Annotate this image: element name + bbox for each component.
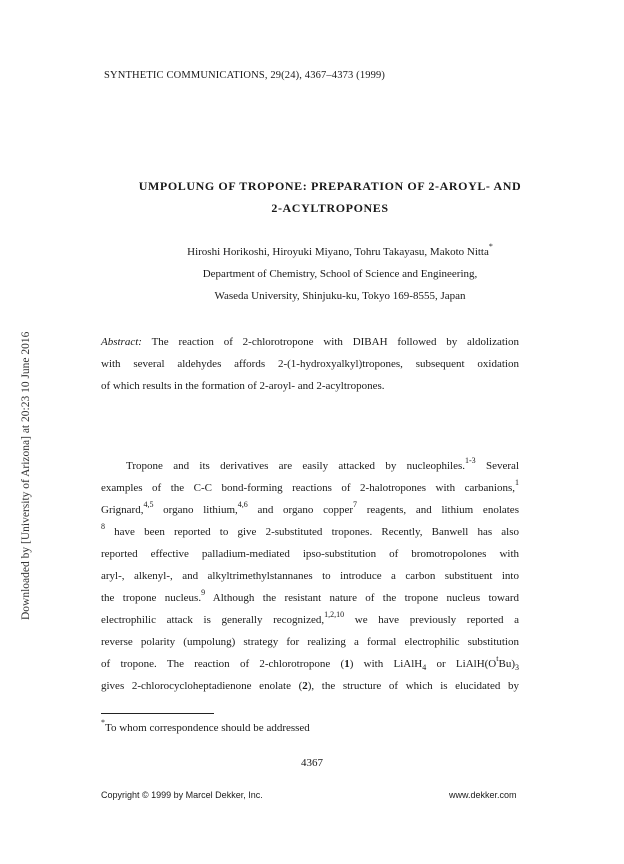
download-watermark [2, 180, 32, 620]
footnote-divider [101, 713, 214, 714]
compound-number: 1 [344, 658, 350, 670]
citation: 9 [201, 588, 206, 597]
author-list [80, 242, 600, 258]
body-line: $^8$ have been reported to give 2-substituted tropones. Recently, Banwell has also [101, 522, 519, 538]
footnote-mark: * [101, 718, 105, 727]
title-line-2: 2-ACYLTROPONES [271, 201, 389, 215]
body-line: examples of the C-C bond-forming reactions of 2-halotropones with carbanions,$^1$ [101, 478, 519, 494]
citation: 1 [515, 478, 519, 487]
compound-number: 2 [302, 680, 308, 692]
abstract-line: with several aldehydes affords 2-(1-hydroxyalkyl)tropones, subsequent oxidation [101, 358, 519, 370]
abstract [101, 331, 519, 397]
affiliation-line-1: Department of Chemistry, School of Science and Engineering, [202, 268, 478, 280]
body-text [101, 455, 519, 697]
body-line: electrophilic attack is generally recognized,$^{1,2,10}$ we have previously reported a [101, 610, 519, 626]
publisher-website: www.dekker.com [449, 790, 517, 800]
citation: 8 [101, 522, 105, 531]
citation: 4,6 [237, 500, 248, 509]
body-line: Grignard,$^{4,5}$ organo lithium,$^{4,6}$ and organo copper$^7$ reagents, and lithium enolates [101, 500, 519, 516]
body-line: reverse polarity (umpolung) strategy for realizing a formal electrophilic substitution [101, 636, 519, 648]
body-line: the tropone nucleus.$^9$ Although the resistant nature of the tropone nucleus toward [101, 588, 519, 604]
page-number: 4367 [301, 757, 323, 769]
journal-citation: SYNTHETIC COMMUNICATIONS, 29(24), 4367–4373 (1999) [104, 70, 386, 81]
citation: 1-3 [465, 456, 476, 465]
author-names: Hiroshi Horikoshi, Hiroyuki Miyano, Tohru Takayasu, Makoto Nitta [187, 246, 489, 258]
footnote: *To whom correspondence should be addressed [101, 718, 310, 734]
copyright-notice: Copyright © 1999 by Marcel Dekker, Inc. [101, 790, 263, 800]
body-line: gives 2-chlorocycloheptadienone enolate (2), the structure of which is elucidated by [101, 680, 519, 692]
body-line: aryl-, alkenyl-, and alkyltrimethylstannanes to introduce a carbon substituent into [101, 570, 519, 582]
citation: 4,5 [143, 500, 154, 509]
abstract-line: of which results in the formation of 2-aroyl- and 2-acyltropones. [101, 380, 385, 392]
abstract-line: Abstract: The reaction of 2-chlorotropone with DIBAH followed by aldolization [101, 336, 519, 348]
abstract-label: Abstract: [101, 336, 142, 348]
body-line: Tropone and its derivatives are easily attacked by nucleophiles.$^{1-3}$ Several [126, 456, 519, 472]
citation: 1,2,10 [324, 610, 345, 619]
citation: 7 [353, 500, 358, 509]
corresponding-author-mark: * [488, 242, 493, 251]
affiliation-line-2: Waseda University, Shinjuku-ku, Tokyo 169-8555, Japan [214, 290, 466, 302]
body-line: reported effective palladium-mediated ipso-substitution of bromotropolones with [101, 548, 519, 560]
title-line-1: UMPOLUNG OF TROPONE: PREPARATION OF 2-AROYL- AND [138, 179, 522, 193]
watermark-text: Downloaded by [University of Arizona] at 20:23 10 June 2016 [20, 331, 32, 620]
body-line: of tropone. The reaction of 2-chlorotropone (1) with LiAlH$_4$ or $LiAlH(O^tBu)_3$ [101, 654, 519, 672]
